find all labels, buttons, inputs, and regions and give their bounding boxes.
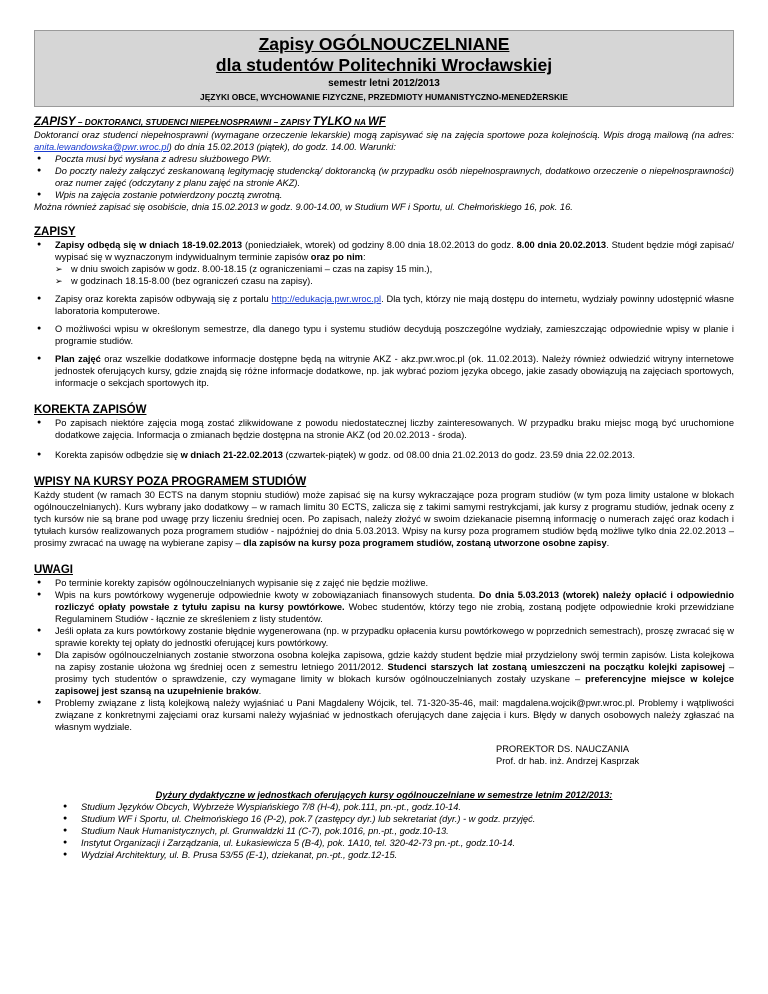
section2-list xyxy=(34,239,734,389)
list-item: ● O możliwości wpisu w określonym semestrze, dla danego typu i systemu studiów decydują poszczególne wydziały, zamieszczając odpowiednie wpisy w planie i programie studiów. xyxy=(34,323,734,347)
list-item: ● Wydział Architektury, ul. B. Prusa 53/55 (E-1), dziekanat, pn.-pt., godz.12-15. xyxy=(60,849,734,861)
text-bold: Do dnia 5.03.2013 (wtorek) należy opłacić i odpowiednio rozliczyć opłaty powstałe z tytułu zapisu na kursy powtórkowe. xyxy=(55,590,735,612)
text-fragment: . xyxy=(258,686,262,696)
text-fragment: Każdy student (w ramach 30 ECTS na danym stopniu studiów) może zapisać się na kursy wykraczające poza program studiów (w tym poza limity ustalone w blokach ogólnouczelnianych). Kurs wybrany jako dodatkowy – w ramach limitu 30 ECTS, zalicza się z takimi samymi restrykcjami, jak kursy z programu studiów, jednak oceny z tych kursów nie są brane pod uwagę przy liczeniu średniej ocen. Po zapisach, należy złożyć w swoim dziekanacie pisemną informację o numerach zajęć oraz kodach i tytułach kursów realizowanych poza programem studiów - najpóźniej do dnia 5.03.2013. Wpisy na kursy poza programem studiów będą możliwe tylko dnia 22.02.2013 – prosimy zwracać na uwagę na wybierane zapisy – xyxy=(34,490,734,548)
list-item: ● Studium WF i Sportu, ul. Chełmońskiego 16 (P-2), pok.7 (zastępcy dyr.) lub sekretariat (dyr.) - w godz. przyjęć. xyxy=(60,813,734,825)
header-box xyxy=(34,30,734,107)
text-fragment: – prosimy tych studentów o sprawdzenie, czy wymagane limity w blokach kursów ogólnouczelnianych zostały uzyskane – xyxy=(55,662,735,684)
list-item: ● Jeśli opłata za kurs powtórkowy zostanie błędnie wygenerowana (np. w przypadku opłacenia kursu powtórkowego w poprzednich semestrach), proszę zwracać się w sprawie korekty tej opłaty do jednostki oferującej kurs powtórkowy. xyxy=(34,625,734,649)
text-bold: w dniach 21-22.02.2013 xyxy=(180,450,283,460)
list-item xyxy=(34,449,734,461)
text-bold: Plan zajęć xyxy=(55,354,101,364)
list-item xyxy=(34,239,734,287)
list-item: ● Studium Języków Obcych, Wybrzeże Wyspiańskiego 7/8 (H-4), pok.111, pn.-pt., godz.10-14. xyxy=(60,801,734,813)
section-heading-korekta: KOREKTA ZAPISÓW xyxy=(34,404,147,416)
section3-list xyxy=(34,417,734,461)
text-fragment: Doktoranci oraz studenci niepełnosprawni (wymagane orzeczenie lekarskie) mogą zapisywać się na zajęcia sportowe poza kolejnością. Wpis drogą mailową (na adres: xyxy=(34,130,734,140)
heading-part: NA xyxy=(351,117,368,127)
subjects-label: JĘZYKI OBCE, WYCHOWANIE FIZYCZNE, PRZEDMIOTY HUMANISTYCZNO-MENEDŻERSKIE xyxy=(200,92,568,102)
heading-part: TYLKO xyxy=(312,116,352,128)
heading-part: ZAPISY xyxy=(34,116,76,128)
text-fragment: Korekta zapisów odbędzie się xyxy=(55,450,181,460)
sub-list xyxy=(55,263,734,287)
text-bold: Studenci starszych lat zostaną umieszczeni na początku kolejki zapisowej xyxy=(387,662,725,672)
section4-text xyxy=(34,489,734,549)
sub-list-item: ➢ w dniu swoich zapisów w godz. 8.00-18.15 (z ograniczeniami – czas na zapisy 15 min.), xyxy=(55,263,734,275)
signature-block xyxy=(496,743,734,767)
text-fragment: (poniedziałek, wtorek) od godziny 8.00 dnia 18.02.2013 do godz. xyxy=(242,240,517,250)
text-fragment: : xyxy=(362,252,366,262)
text-fragment: . Dla tych, którzy nie mają dostępu do internetu, wydziały powinny udostępnić własne laboratoria komputerowe. xyxy=(55,294,734,316)
section1-closing: Można również zapisać się osobiście, dnia 15.02.2013 w godz. 9.00-14.00, w Studium WF i Sportu, ul. Chełmońskiego 16, pok. 16. xyxy=(34,202,573,212)
section1-conditions-list xyxy=(34,153,734,201)
signature-name: Prof. dr hab. inż. Andrzej Kasprzak xyxy=(496,756,640,766)
list-item: ● Wpis na zajęcia zostanie potwierdzony pocztą zwrotną. xyxy=(34,189,734,201)
duty-hours-heading: Dyżury dydaktyczne w jednostkach oferujących kursy ogólnouczelniane w semestrze letnim 2012/2013: xyxy=(155,790,613,800)
text-fragment: ) do dnia 15.02.2013 (piątek), do godz. 14.00. Warunki: xyxy=(168,142,396,152)
list-item: ● Problemy związane z listą kolejkową należy wyjaśniać u Pani Magdaleny Wójcik, tel. 71-320-35-46, mail: magdalena.wojcik@pwr.wroc.pl. Problemy i wątpliwości związane z konkretnymi zajęciami oraz kursami należy wyjaśniać w jednostkach oferujących dane zajęcia i kurs. Błędy w danych osobowych należy zgłaszać na własnym wydziale. xyxy=(34,697,734,733)
semester-label: semestr letni 2012/2013 xyxy=(328,78,440,89)
list-item: ● Po terminie korekty zapisów ogólnouczelnianych wypisanie się z zajęć nie będzie możliwe. xyxy=(34,577,734,589)
text-bold: preferencyjne miejsce w kolejce zapisowej jest szansą na uzupełnienie braków xyxy=(55,674,734,696)
section-heading-zapisy: ZAPISY xyxy=(34,226,76,238)
list-item: ● Do poczty należy załączyć zeskanowaną legitymację studencką/ doktorancką (w przypadku osób niepełnosprawnych, dodatkowo orzeczenie o niepełnosprawności) oraz numer zajęć (odczytany z planu zajęć na stronie AKZ). xyxy=(34,165,734,189)
text-fragment: . Student będzie mógł zapisać/ wypisać się w wyznaczonym indywidualnym terminie zapisów xyxy=(55,240,734,262)
section5-list xyxy=(34,577,734,733)
list-item: ● Studium Nauk Humanistycznych, pl. Grunwaldzki 11 (C-7), pok.1016, pn.-pt., godz.10-13. xyxy=(60,825,734,837)
heading-part: WF xyxy=(367,116,386,128)
text-fragment: Dla zapisów ogólnouczelnianych zostanie stworzona osobna kolejka zapisowa, gdzie każdy student będzie miał przydzielony swój termin zapisów. Lista kolejkowa na zapisy zostanie ułożona wg średniej ocen z semestru letniego 2011/2012. xyxy=(55,650,734,672)
list-item: ● Poczta musi być wysłana z adresu służbowego PWr. xyxy=(34,153,734,165)
list-item: ● Po zapisach niektóre zajęcia mogą zostać zlikwidowane z powodu niedostatecznej liczby zainteresowanych. W przypadku braku miejsc mogą być uruchomione dodatkowe zajęcia. Informacja o zmianach będzie dostępna na stronie AKZ (od 20.02.2013 - środa). xyxy=(34,417,734,441)
signature-title: PROREKTOR DS. NAUCZANIA xyxy=(496,744,630,754)
text-fragment: Wobec studentów, którzy tego nie zrobią, zostaną podjęte odpowiednie kroki przewidziane Regulaminem Studiów - łącznie ze skreśleniem z listy studentów. xyxy=(55,602,735,624)
document-title-line1: Zapisy OGÓLNOUCZELNIANE xyxy=(258,34,510,54)
text-bold: dla zapisów na kursy poza programem studiów, zostaną utworzone osobne zapisy xyxy=(243,538,607,548)
text-fragment: . xyxy=(606,538,610,548)
list-item xyxy=(34,353,734,389)
text-fragment: oraz wszelkie dodatkowe informacje dostępne będą na witrynie AKZ - akz.pwr.wroc.pl (ok. 11.02.2013). Należy również odwiedzić witryny internetowe jednostek oferujących kursy, gdzie znajdą się różne informacje dodatkowe, np. jak wybrać poziom języka obcego, jakie zasady obowiązują na zajęciach sportowych, informacje o sekcjach sportowych itp. xyxy=(55,354,734,388)
section-heading-uwagi: UWAGI xyxy=(34,564,73,576)
text-bold: oraz po nim xyxy=(310,252,363,262)
sub-list-item: ➢ w godzinach 18.15-8.00 (bez ograniczeń czasu na zapisy). xyxy=(55,275,734,287)
section-heading-wpisy: WPISY NA KURSY POZA PROGRAMEM STUDIÓW xyxy=(34,476,307,488)
text-fragment: Zapisy oraz korekta zapisów odbywają się z portalu xyxy=(55,294,272,304)
section-heading-disabled-students xyxy=(34,115,734,129)
text-bold: 8.00 dnia 20.02.2013 xyxy=(516,240,607,250)
duty-hours-list xyxy=(60,801,734,861)
text-fragment: Wpis na kurs powtórkowy wygeneruje odpowiednie kwoty w zobowiązaniach finansowych studenta. xyxy=(55,590,479,600)
list-item: ● Instytut Organizacji i Zarządzania, ul. Łukasiewicza 5 (B-4), pok. 1A10, tel. 320-42-73 pn.-pt., godz.10-14. xyxy=(60,837,734,849)
list-item xyxy=(34,293,734,317)
text-bold: Zapisy odbędą się w dniach 18-19.02.2013 xyxy=(55,240,243,250)
heading-part: – DOKTORANCI, STUDENCI NIEPEŁNOSPRAWNI – ZAPISY xyxy=(75,117,313,127)
text-fragment: (czwartek-piątek) w godz. od 08.00 dnia 21.02.2013 do godz. 23.59 dnia 22.02.2013. xyxy=(282,450,635,460)
section1-intro xyxy=(34,129,734,153)
list-item xyxy=(34,649,734,697)
document-title-line2: dla studentów Politechniki Wrocławskiej xyxy=(215,55,553,75)
email-link[interactable]: anita.lewandowska@pwr.wroc.pl xyxy=(34,142,169,152)
list-item xyxy=(34,589,734,625)
edukacja-link[interactable]: http://edukacja.pwr.wroc.pl xyxy=(271,294,382,304)
